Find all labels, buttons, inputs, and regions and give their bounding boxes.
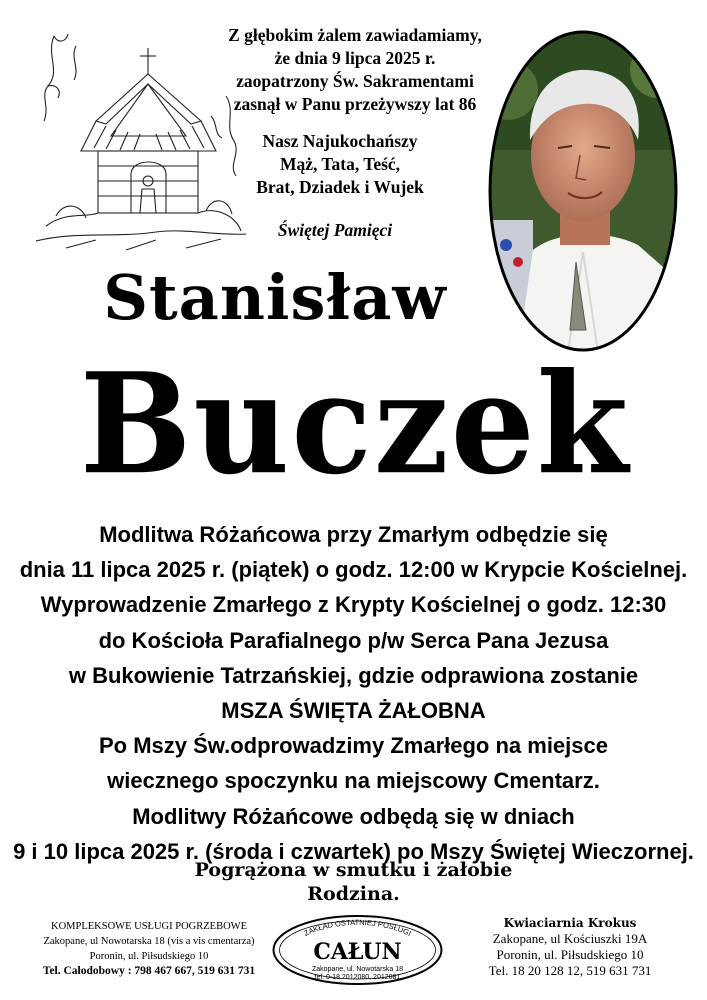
- funeral-address-2: Poronin, ul. Piłsudskiego 10: [89, 951, 209, 962]
- relation-line: Nasz Najukochańszy: [262, 131, 418, 151]
- stamp-address: Zakopane, ul. Nowotarska 18: [311, 966, 404, 973]
- stamp-name: CAŁUN: [313, 939, 402, 965]
- intro-line: zaopatrzony Św. Sakramentami: [236, 71, 474, 91]
- ceremony-line: MSZA ŚWIĘTA ŻAŁOBNA: [221, 698, 486, 724]
- calun-logo-stamp: [270, 913, 445, 987]
- mourning-line: Rodzina.: [307, 883, 400, 905]
- intro-line: zasnął w Panu przeżywszy lat 86: [233, 94, 477, 114]
- ceremony-line: do Kościoła Parafialnego p/w Serca Pana Jezusa: [98, 627, 609, 653]
- funeral-company-name: KOMPLEKSOWE USŁUGI POGRZEBOWE: [51, 921, 247, 932]
- florist-name: Kwiaciarnia Krokus: [503, 916, 637, 930]
- memory-label: Świętej Pamięci: [277, 220, 393, 240]
- florist-phone: Tel. 18 20 128 12, 519 631 731: [488, 963, 652, 978]
- ceremony-line: Wyprowadzenie Zmarłego z Krypty Kościelnej o godz. 12:30: [40, 592, 667, 618]
- ceremony-line: Po Mszy Św.odprowadzimy Zmarłego na miejsce: [99, 733, 608, 759]
- funeral-services-info: [14, 919, 284, 979]
- relation-line: Mąż, Tata, Teść,: [279, 154, 401, 174]
- intro-line: że dnia 9 lipca 2025 r.: [274, 48, 436, 68]
- ceremony-line: 9 i 10 lipca 2025 r. (środa i czwartek) po Mszy Świętej Wieczornej.: [13, 838, 694, 864]
- stamp-top-text: ZAKŁAD OSTATNIEJ POSŁUGI: [302, 917, 413, 938]
- ceremony-line: w Bukowienie Tatrzańskiej, gdzie odprawiona zostanie: [68, 662, 639, 688]
- mourning-line: Pogrążona w smutku i żałobie: [194, 859, 513, 881]
- relation-line: Brat, Dziadek i Wujek: [256, 177, 424, 197]
- funeral-phone: Tel. Całodobowy : 798 467 667, 519 631 731: [42, 965, 256, 977]
- family-relation: [190, 130, 490, 199]
- stamp-phone: tel. 0-18 2012080, 2012081: [314, 974, 401, 981]
- mourning-signature: [120, 858, 587, 906]
- portrait-photo: [488, 30, 678, 352]
- funeral-address-1: Zakopane, ul Nowotarska 18 (vis a vis cmentarza): [43, 936, 255, 947]
- announcement-intro: [190, 24, 520, 116]
- intro-line: Z głębokim żalem zawiadamiamy,: [228, 25, 482, 45]
- florist-info: [445, 915, 695, 979]
- florist-address-1: Zakopane, ul Kościuszki 19A: [492, 931, 648, 946]
- surname: Buczek: [79, 343, 631, 506]
- ceremony-line: Modlitwy Różańcowe odbędą się w dniach: [132, 803, 575, 829]
- ceremony-line: Modlitwa Różańcowa przy Zmarłym odbędzie się: [99, 522, 608, 547]
- florist-address-2: Poronin, ul. Piłsudskiego 10: [496, 947, 644, 962]
- ceremony-line: wiecznego spoczynku na miejscowy Cmentarz.: [107, 768, 600, 794]
- ceremony-line: dnia 11 lipca 2025 r. (piątek) o godz. 12:00 w Krypcie Kościelnej.: [19, 557, 688, 583]
- first-name: Stanisław: [103, 261, 447, 334]
- ceremony-details: [10, 517, 697, 869]
